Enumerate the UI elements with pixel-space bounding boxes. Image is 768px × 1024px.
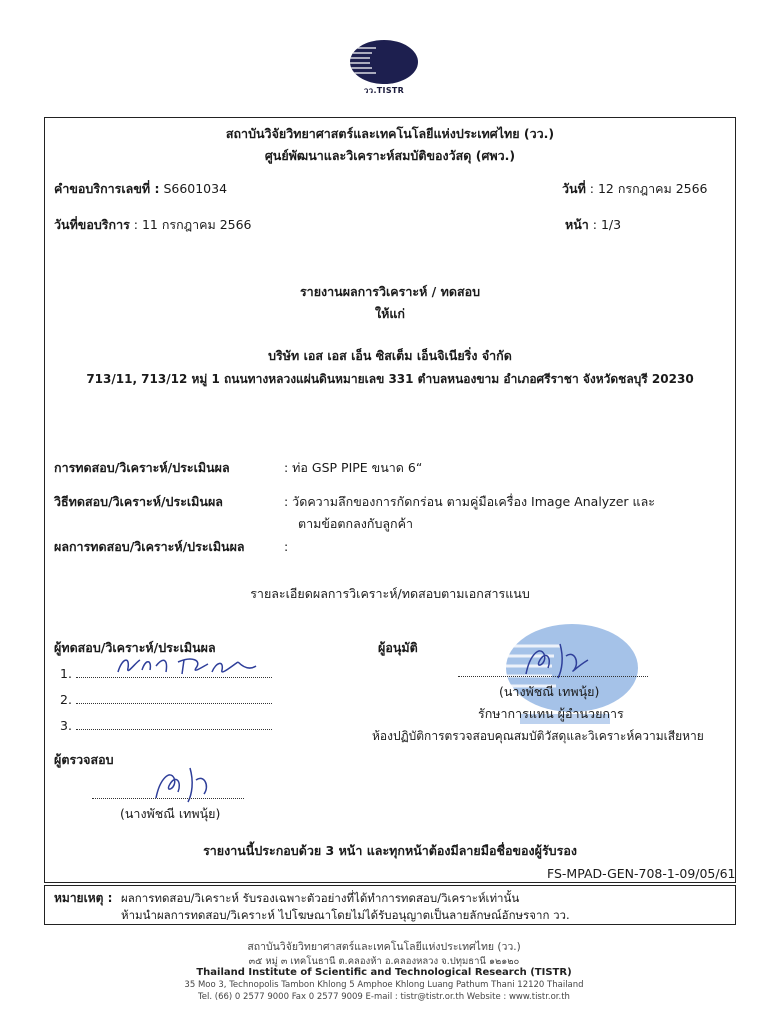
service-date [54, 217, 252, 233]
page-summary: รายงานนี้ประกอบด้วย 3 หน้า และทุกหน้าต้องมีลายมือชื่อของผู้รับรอง [203, 843, 577, 858]
test-value: : ท่อ GSP PIPE ขนาด 6“ [284, 460, 423, 475]
tester-1-number: 1. [60, 666, 72, 681]
request-number [54, 181, 227, 197]
result-label: ผลการทดสอบ/วิเคราะห์/ประเมินผล [54, 539, 245, 554]
footer-address-th: ๓๕ หมู่ ๓ เทคโนธานี ต.คลองห้า อ.คลองหลวง จ.ปทุมธานี ๑๒๑๒๐ [248, 956, 520, 967]
institute-name: สถาบันวิจัยวิทยาศาสตร์และเทคโนโลยีแห่งประเทศไทย (วว.) [225, 126, 555, 141]
approver-label: ผู้อนุมัติ [378, 640, 418, 655]
remark-label: หมายเหตุ : [54, 891, 113, 905]
approver-line [458, 676, 648, 677]
checker-label: ผู้ตรวจสอบ [54, 752, 114, 767]
form-code: FS-MPAD-GEN-708-1-09/05/61 [547, 866, 736, 881]
checker-line [92, 798, 244, 799]
approver-signature [518, 640, 594, 680]
approver-name: (นางพัชณี เทพนุ้ย) [499, 684, 600, 699]
method-value-2: ตามข้อตกลงกับลูกค้า [298, 516, 413, 531]
request-value: S6601034 [163, 181, 228, 196]
tester-3-line [76, 729, 272, 730]
page-number [565, 217, 621, 233]
footer-institute-en: Thailand Institute of Scientific and Technological Research (TISTR) [196, 967, 572, 978]
checker-name: (นางพัชณี เทพนุ้ย) [120, 806, 221, 821]
result-value: : [284, 539, 289, 554]
request-label: คำขอบริการเลขที่ : [54, 181, 160, 196]
tester-2-number: 2. [60, 692, 72, 707]
footer-contact: Tel. (66) 0 2577 9000 Fax 0 2577 9009 E-mail : tistr@tistr.or.th Website : www.tistr.or.th [198, 992, 570, 1002]
report-to: ให้แก่ [375, 306, 405, 321]
tester-signature [112, 652, 262, 680]
report-date [562, 181, 708, 197]
date-value: : 12 กรกฎาคม 2566 [589, 181, 708, 196]
report-title: รายงานผลการวิเคราะห์ / ทดสอบ [299, 284, 481, 299]
company-name: บริษัท เอส เอส เอ็น ซิสเต็ม เอ็นจิเนียริ่ง จำกัด [268, 348, 512, 363]
method-label: วิธีทดสอบ/วิเคราะห์/ประเมินผล [54, 494, 223, 509]
service-date-value: : 11 กรกฎาคม 2566 [133, 217, 252, 232]
date-label: วันที่ [562, 181, 586, 196]
page-label: หน้า [565, 217, 589, 232]
attachment-note: รายละเอียดผลการวิเคราะห์/ทดสอบตามเอกสารแนบ [250, 586, 530, 601]
logo-text: วว.TISTR [363, 86, 405, 95]
tester-label: ผู้ทดสอบ/วิเคราะห์/ประเมินผล [54, 640, 216, 655]
tester-2-line [76, 703, 272, 704]
test-label: การทดสอบ/วิเคราะห์/ประเมินผล [54, 460, 230, 475]
footer-institute-th: สถาบันวิจัยวิทยาศาสตร์และเทคโนโลยีแห่งประเทศไทย (วว.) [247, 941, 521, 953]
center-name: ศูนย์พัฒนาและวิเคราะห์สมบัติของวัสดุ (ศพว.) [264, 148, 516, 163]
tester-3-number: 3. [60, 718, 72, 733]
approver-lab: ห้องปฏิบัติการตรวจสอบคุณสมบัติวัสดุและวิเคราะห์ความเสียหาย [372, 729, 704, 743]
page-value: : 1/3 [592, 217, 622, 232]
footer-address-en: 35 Moo 3, Technopolis Tambon Khlong 5 Amphoe Khlong Luang Pathum Thani 12120 Thailand [184, 980, 584, 990]
remark-line-2: ห้ามนำผลการทดสอบ/วิเคราะห์ ไปโฆษณาโดยไม่ได้รับอนุญาตเป็นลายลักษณ์อักษรจาก วว. [121, 908, 570, 922]
method-value-1: : วัดความลึกของการกัดกร่อน ตามคู่มือเครื่อง Image Analyzer และ [284, 494, 655, 509]
company-address: 713/11, 713/12 หมู่ 1 ถนนทางหลวงแผ่นดินหมายเลข 331 ตำบลหนองขาม อำเภอศรีราชา จังหวัดชลบุรี 20230 [86, 372, 694, 386]
approver-role: รักษาการแทน ผู้อำนวยการ [478, 706, 624, 721]
service-date-label: วันที่ขอบริการ [54, 217, 130, 232]
remark-line-1: ผลการทดสอบ/วิเคราะห์ รับรองเฉพาะตัวอย่างที่ได้ทำการทดสอบ/วิเคราะห์เท่านั้น [121, 891, 520, 905]
